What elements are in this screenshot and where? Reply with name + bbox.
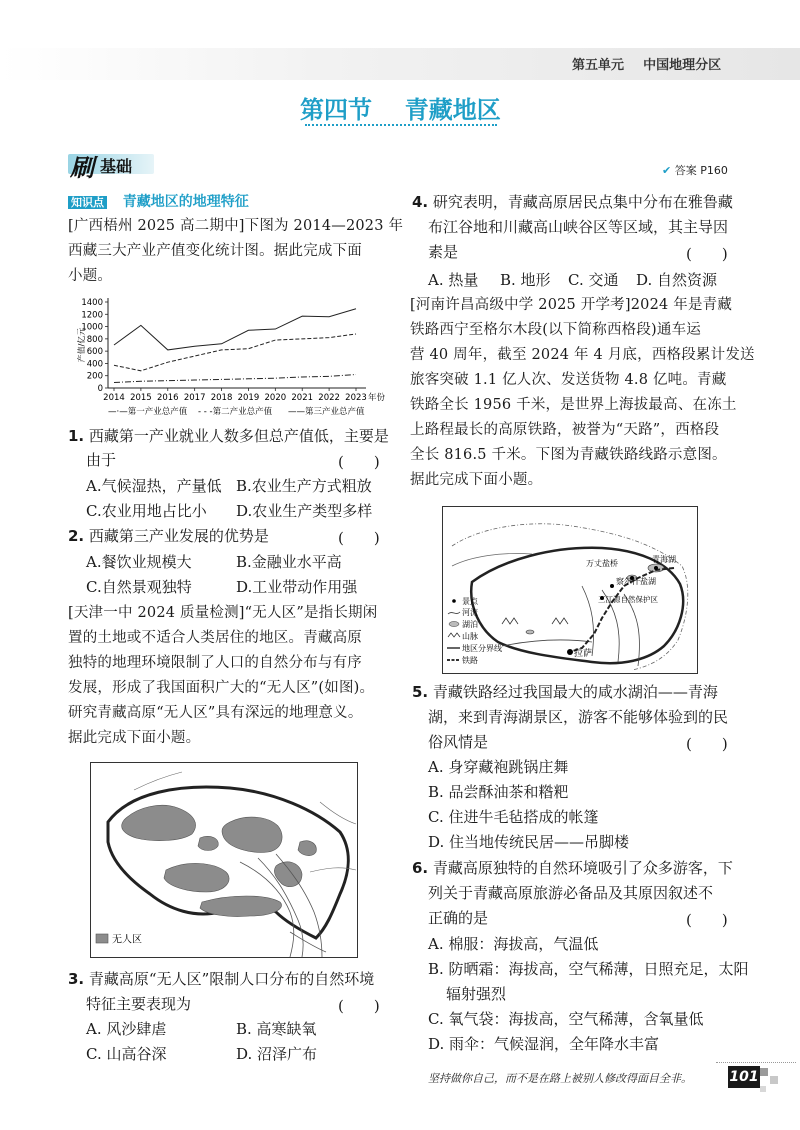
context-2-line: 置的土地或不适合人类居住的地区。青藏高原 [68, 630, 362, 646]
context-1-line: 西藏三大产业产值变化统计图。据此完成下面 [68, 243, 362, 259]
q6-answer-bracket[interactable]: ( ) [686, 911, 728, 929]
q2-number: 2. [68, 527, 85, 545]
q5-stem: 青藏铁路经过我国最大的咸水湖泊——青海 [432, 683, 718, 701]
context-1-line: 小题。 [68, 268, 113, 284]
q1-answer-bracket[interactable]: ( ) [338, 453, 380, 471]
unit-label [572, 54, 721, 73]
x-tick-label: 2017 [183, 393, 206, 403]
y-tick-label: 1000 [81, 322, 103, 333]
place-label: 万丈盐桥 [586, 559, 618, 568]
q5-option-a[interactable]: A. 身穿藏袍跳锅庄舞 [428, 758, 569, 776]
q4-stem-2: 布江谷地和川藏高山峡谷区等区域，其主导因 [428, 218, 729, 236]
q3-option-c[interactable]: C. 山高谷深 [86, 1045, 167, 1063]
question-1 [68, 424, 389, 448]
page-title [300, 90, 501, 125]
q3-stem: 青藏高原“无人区”限制人口分布的自然环境 [88, 970, 375, 988]
check-icon: ✔ [662, 164, 672, 177]
q4-answer-bracket[interactable]: ( ) [686, 245, 728, 263]
svg-text:铁路: 铁路 [462, 656, 478, 665]
context-3-line: [河南许昌高级中学 2025 开学考]2024 年是青藏 [410, 297, 733, 313]
context-2-line: 发展，形成了我国面积广大的“无人区”(如图)。 [68, 680, 375, 696]
y-tick-label: 800 [86, 334, 103, 345]
q1-option-c[interactable]: C.农业用地占比小 [86, 502, 207, 520]
q2-option-d[interactable]: D.工业带动作用强 [236, 578, 358, 596]
q6-option-a[interactable]: A. 棉服：海拔高，气温低 [428, 935, 599, 953]
question-4 [412, 190, 733, 214]
svg-text:湖泊: 湖泊 [462, 620, 478, 629]
q6-stem: 青藏高原独特的自然环境吸引了众多游客，下 [432, 859, 733, 877]
q6-stem-3: 正确的是 [428, 909, 489, 927]
answer-ref [662, 162, 728, 178]
knowledge-tag: 知识点 [68, 196, 107, 209]
q6-option-d[interactable]: D. 雨伞：气候湿润，全年降水丰富 [428, 1035, 660, 1053]
q1-stem: 西藏第一产业就业人数多但总产值低，主要是 [88, 427, 389, 445]
context-3-line: 据此完成下面小题。 [410, 472, 543, 488]
place-label: 青海湖 [652, 555, 676, 564]
page-deco [760, 1068, 768, 1076]
svg-text:河流: 河流 [462, 608, 478, 617]
q2-stem: 西藏第三产业发展的优势是 [88, 527, 269, 545]
x-tick-label: 2014 [103, 393, 125, 403]
series-line [114, 374, 356, 382]
y-tick-label: 600 [86, 347, 103, 358]
context-3-line: 铁路西宁至格尔木段(以下简称西格段)通车运 [410, 322, 702, 338]
q2-answer-bracket[interactable]: ( ) [338, 529, 380, 547]
context-2-line: [天津一中 2024 质量检测]“无人区”是指长期闲 [68, 605, 378, 621]
knowledge-title: 青藏地区的地理特征 [122, 194, 249, 210]
brush-char: 刷 [70, 154, 94, 182]
x-tick-label: 2022 [318, 393, 340, 403]
section-name: 青藏地区 [404, 96, 501, 124]
x-axis-label: 年份 [368, 393, 386, 403]
q4-number: 4. [412, 193, 429, 211]
context-3-line: 营 40 周年，截至 2024 年 4 月底，西格段累计发送 [410, 347, 755, 363]
context-3-line: 上路程最长的高原铁路，被誉为“天路”，西格段 [410, 422, 720, 438]
answer-ref-text: 答案 P160 [674, 164, 728, 177]
context-2-line: 据此完成下面小题。 [68, 730, 201, 746]
page-deco [770, 1076, 778, 1084]
legend-entry: - - -第二产业总产值 [198, 407, 273, 417]
q1-option-b[interactable]: B.农业生产方式粗放 [236, 477, 372, 495]
y-tick-label: 0 [97, 384, 103, 394]
context-3 [410, 293, 755, 493]
place-label: 三江源自然保护区 [598, 595, 658, 604]
x-tick-label: 2015 [130, 393, 152, 403]
q5-number: 5. [412, 683, 429, 701]
q6-option-c[interactable]: C. 氧气袋：海拔高，空气稀薄，含氧量低 [428, 1010, 704, 1028]
q4-option-c[interactable]: C. 交通 [568, 271, 619, 289]
q3-number: 3. [68, 970, 85, 988]
series-line [114, 334, 356, 371]
map1-legend: 无人区 [112, 934, 142, 946]
context-3-line: 全长 816.5 千米。下图为青藏铁路线路示意图。 [410, 447, 727, 463]
footer-motto: 坚持做你自己，而不是在路上被别人修改得面目全非。 [428, 1072, 692, 1085]
q5-option-b[interactable]: B. 品尝酥油茶和糌粑 [428, 783, 569, 801]
q1-number: 1. [68, 427, 85, 445]
q1-option-a[interactable]: A.气候湿热，产量低 [86, 477, 222, 495]
y-tick-label: 400 [86, 359, 103, 370]
q4-option-d[interactable]: D. 自然资源 [636, 271, 718, 289]
x-tick-label: 2016 [156, 393, 179, 403]
q2-option-b[interactable]: B.金融业水平高 [236, 553, 342, 571]
series-line [114, 309, 356, 350]
question-5 [412, 680, 718, 704]
q5-option-c[interactable]: C. 住进牛毛毡搭成的帐篷 [428, 808, 599, 826]
q5-stem-3: 俗风情是 [428, 733, 489, 751]
y-axis-label: 产值/亿元 [77, 327, 86, 363]
unit-number: 第五单元 [572, 58, 625, 73]
context-1 [68, 214, 403, 289]
unit-title: 中国地理分区 [643, 58, 722, 73]
q1-option-d[interactable]: D.农业生产类型多样 [236, 502, 373, 520]
legend-entry: —·—第一产业总产值 [108, 407, 188, 417]
context-3-line: 铁路全长 1956 千米，是世界上海拔最高、在冻土 [410, 397, 737, 413]
page-number: 101 [728, 1066, 760, 1088]
context-3-line: 旅客突破 1.1 亿人次、发送货物 4.8 亿吨。青藏 [410, 372, 727, 388]
q4-option-a[interactable]: A. 热量 [428, 271, 479, 289]
q2-option-c[interactable]: C.自然景观独特 [86, 578, 192, 596]
q5-answer-bracket[interactable]: ( ) [686, 735, 728, 753]
svg-text:景点: 景点 [462, 597, 478, 606]
q4-stem: 研究表明，青藏高原居民点集中分布在雅鲁藏 [432, 193, 733, 211]
q6-option-b[interactable]: B. 防晒霜：海拔高，空气稀薄，日照充足，太阳 [428, 960, 749, 978]
question-2 [68, 524, 269, 548]
place-label: 拉萨 [574, 649, 593, 659]
x-tick-label: 2021 [291, 393, 314, 403]
q4-option-b[interactable]: B. 地形 [500, 271, 551, 289]
q3-option-a[interactable]: A. 风沙肆虐 [86, 1020, 167, 1038]
question-6 [412, 856, 733, 880]
svg-text:山脉: 山脉 [462, 632, 478, 641]
railway-map [442, 506, 698, 674]
page-deco [760, 1086, 766, 1092]
knowledge-point [68, 191, 249, 211]
q1-stem-2: 由于 [86, 451, 117, 469]
q4-stem-3: 素是 [428, 243, 459, 261]
q5-option-d[interactable]: D. 住当地传统民居——吊脚楼 [428, 833, 630, 851]
x-tick-label: 2020 [264, 393, 287, 403]
svg-text:地区分界线: 地区分界线 [462, 644, 502, 653]
y-tick-label: 200 [86, 371, 103, 382]
context-2-line: 研究青藏高原“无人区”具有深远的地理意义。 [68, 705, 363, 721]
context-2 [68, 601, 377, 751]
place-label: 察尔汗盐湖 [616, 577, 656, 586]
q6-number: 6. [412, 859, 429, 877]
legend-entry: ——第三产业总产值 [288, 407, 365, 417]
chart-labels [76, 298, 386, 417]
chart-axes [105, 298, 366, 391]
q3-option-d[interactable]: D. 沼泽广布 [236, 1045, 318, 1063]
q3-answer-bracket[interactable]: ( ) [338, 997, 380, 1015]
x-tick-label: 2018 [210, 393, 233, 403]
q3-stem-2: 特征主要表现为 [86, 995, 192, 1013]
section-number: 第四节 [300, 96, 372, 124]
x-tick-label: 2023 [345, 393, 367, 403]
y-tick-label: 1400 [81, 298, 103, 308]
x-tick-label: 2019 [237, 393, 260, 403]
q6-stem-2: 列关于青藏高原旅游必备品及其原因叙述不 [428, 884, 714, 902]
production-chart [72, 296, 392, 420]
title-underline [305, 124, 497, 126]
question-3 [68, 967, 374, 991]
brush-badge [68, 148, 158, 182]
brush-label: 基础 [100, 157, 133, 176]
q3-option-b[interactable]: B. 高寒缺氧 [236, 1020, 317, 1038]
q6-option-b-cont: 辐射强烈 [446, 985, 507, 1003]
no-mans-land-map [90, 762, 358, 958]
context-2-line: 独特的地理环境限制了人口的自然分布与有序 [68, 655, 362, 671]
y-tick-label: 1200 [81, 310, 103, 321]
chart-series [114, 309, 356, 383]
footer-dots [716, 1062, 796, 1063]
context-1-line: [广西梧州 2025 高二期中]下图为 2014—2023 年 [68, 218, 404, 234]
q5-stem-2: 湖，来到青海湖景区，游客不能够体验到的民 [428, 708, 729, 726]
q2-option-a[interactable]: A.餐饮业规模大 [86, 553, 192, 571]
